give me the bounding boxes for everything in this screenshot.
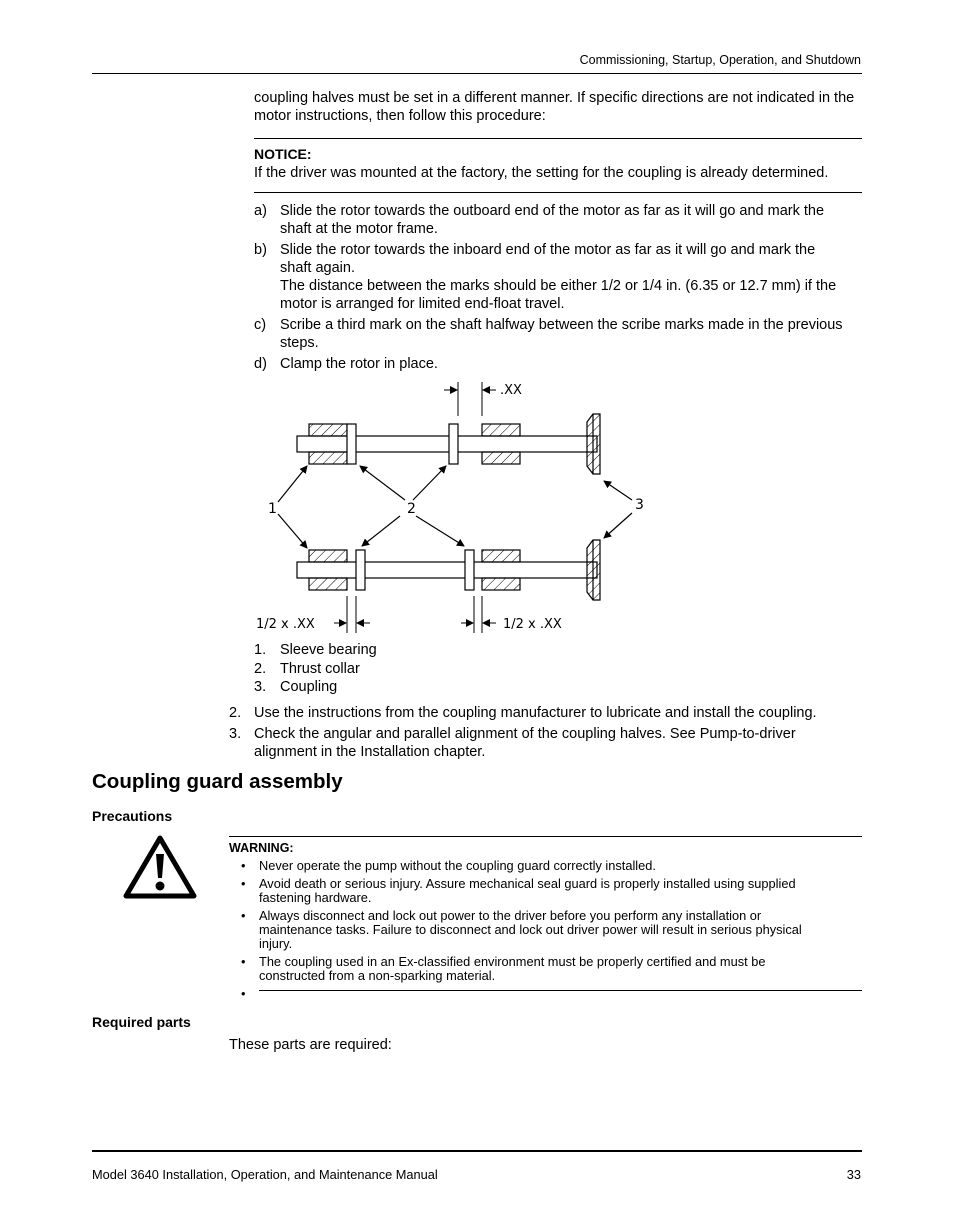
step-text-line: The distance between the marks should be either 1/2 or 1/4 in. (6.35 or 12.7 mm) if the xyxy=(280,278,837,294)
warning-triangle-icon xyxy=(122,834,198,900)
step-text-line: Slide the rotor towards the outboard end of the motor as far as it will go and mark the xyxy=(280,203,825,219)
step-text-line: Clamp the rotor in place. xyxy=(280,356,438,372)
running-header: Commissioning, Startup, Operation, and Shutdown xyxy=(579,53,861,67)
warning-bullet-line: The coupling used in an Ex-classified environment must be properly certified and must be xyxy=(259,954,766,969)
required-parts-text: These parts are required: xyxy=(229,1037,392,1053)
footer-page-number: 33 xyxy=(846,1167,861,1182)
warning-title: WARNING: xyxy=(229,841,294,855)
callout-1: 1 xyxy=(268,501,277,517)
header-rule xyxy=(92,73,862,74)
step-text-line: shaft at the motor frame. xyxy=(280,221,438,237)
step-item xyxy=(254,202,864,238)
bottom-left-dim-label: 1/2 x .XX xyxy=(256,617,315,632)
callout-3: 3 xyxy=(635,497,644,513)
warning-bullet-line: fastening hardware. xyxy=(259,890,372,905)
bottom-shaft-assembly xyxy=(297,540,600,600)
warning-bullets xyxy=(241,859,861,1005)
lettered-steps xyxy=(254,202,864,376)
warning-bullet xyxy=(241,877,861,905)
warning-bullet-line: Never operate the pump without the coupling guard correctly installed. xyxy=(259,858,656,873)
warning-bullet xyxy=(241,909,861,951)
bullet-dot: • xyxy=(241,954,246,969)
notice-text: If the driver was mounted at the factory, the setting for the coupling is already determined. xyxy=(254,165,829,181)
warning-bottom-rule xyxy=(259,990,862,991)
bullet-dot: • xyxy=(241,858,246,873)
numbered-step-number: 2. xyxy=(229,705,242,721)
legend-number: 3. xyxy=(254,679,267,695)
legend-number: 1. xyxy=(254,642,267,658)
callout-2: 2 xyxy=(407,501,416,517)
step-item xyxy=(254,316,864,352)
legend-item xyxy=(254,641,377,660)
warning-bullet xyxy=(241,859,861,873)
step-text-line: steps. xyxy=(280,335,319,351)
warning-top-rule xyxy=(229,836,862,837)
numbered-step-number: 3. xyxy=(229,726,242,742)
legend-item xyxy=(254,660,377,679)
bullet-dot: • xyxy=(241,876,246,891)
numbered-step xyxy=(229,725,869,761)
step-text-line: motor is arranged for limited end-float travel. xyxy=(280,296,565,312)
legend-text: Thrust collar xyxy=(280,660,360,677)
notice-bottom-rule xyxy=(254,192,862,193)
top-dimension xyxy=(444,382,496,416)
precautions-heading: Precautions xyxy=(92,808,173,824)
step-text-line: shaft again. xyxy=(280,260,355,276)
top-shaft-assembly xyxy=(297,414,600,474)
callout-leaders xyxy=(278,466,632,548)
intro-paragraph: coupling halves must be set in a different manner. If specific directions are not indicated in the motor instructions, then follow this procedure: xyxy=(254,90,855,124)
notice-title: NOTICE: xyxy=(254,146,312,162)
bullet-dot: • xyxy=(241,908,246,923)
footer-rule xyxy=(92,1150,862,1152)
bullet-dot: • xyxy=(241,986,246,1001)
warning-bullet-line: injury. xyxy=(259,936,293,951)
step-letter: a) xyxy=(254,203,267,219)
legend-number: 2. xyxy=(254,660,267,677)
numbered-step-line: Use the instructions from the coupling manufacturer to lubricate and install the coupling. xyxy=(254,705,817,721)
bottom-right-dim-label: 1/2 x .XX xyxy=(503,617,562,632)
warning-bullet xyxy=(241,955,861,983)
rotor-alignment-figure xyxy=(250,378,650,636)
step-text-line: Scribe a third mark on the shaft halfway between the scribe marks made in the previous xyxy=(280,317,843,333)
warning-bullet-line: Avoid death or serious injury. Assure mechanical seal guard is properly installed using supplied xyxy=(259,876,796,891)
warning-bullet-line: Always disconnect and lock out power to the driver before you perform any installation or xyxy=(259,908,762,923)
legend-text: Coupling xyxy=(280,679,338,695)
notice-top-rule xyxy=(254,138,862,139)
legend-item xyxy=(254,678,377,697)
warning-bullet-line: constructed from a non-sparking material. xyxy=(259,968,496,983)
step-letter: b) xyxy=(254,242,267,258)
step-item xyxy=(254,241,864,313)
numbered-step-line: alignment in the Installation chapter. xyxy=(254,744,486,760)
step-letter: d) xyxy=(254,356,267,372)
footer-manual-title: Model 3640 Installation, Operation, and Maintenance Manual xyxy=(92,1167,438,1182)
step-letter: c) xyxy=(254,317,267,333)
figure-legend xyxy=(254,641,377,697)
warning-bullet-line: maintenance tasks. Failure to disconnect and lock out driver power will result in serious physical xyxy=(259,922,802,937)
step-item xyxy=(254,355,864,373)
required-parts-heading: Required parts xyxy=(92,1014,191,1030)
bottom-dimensions xyxy=(334,596,496,633)
step-text-line: Slide the rotor towards the inboard end of the motor as far as it will go and mark the xyxy=(280,242,816,258)
numbered-step-line: Check the angular and parallel alignment of the coupling halves. See Pump-to-driver xyxy=(254,726,796,742)
legend-text: Sleeve bearing xyxy=(280,642,377,658)
numbered-step xyxy=(229,704,869,722)
numbered-steps xyxy=(229,704,869,764)
section-heading: Coupling guard assembly xyxy=(92,770,343,793)
top-dim-label: .XX xyxy=(500,383,522,398)
